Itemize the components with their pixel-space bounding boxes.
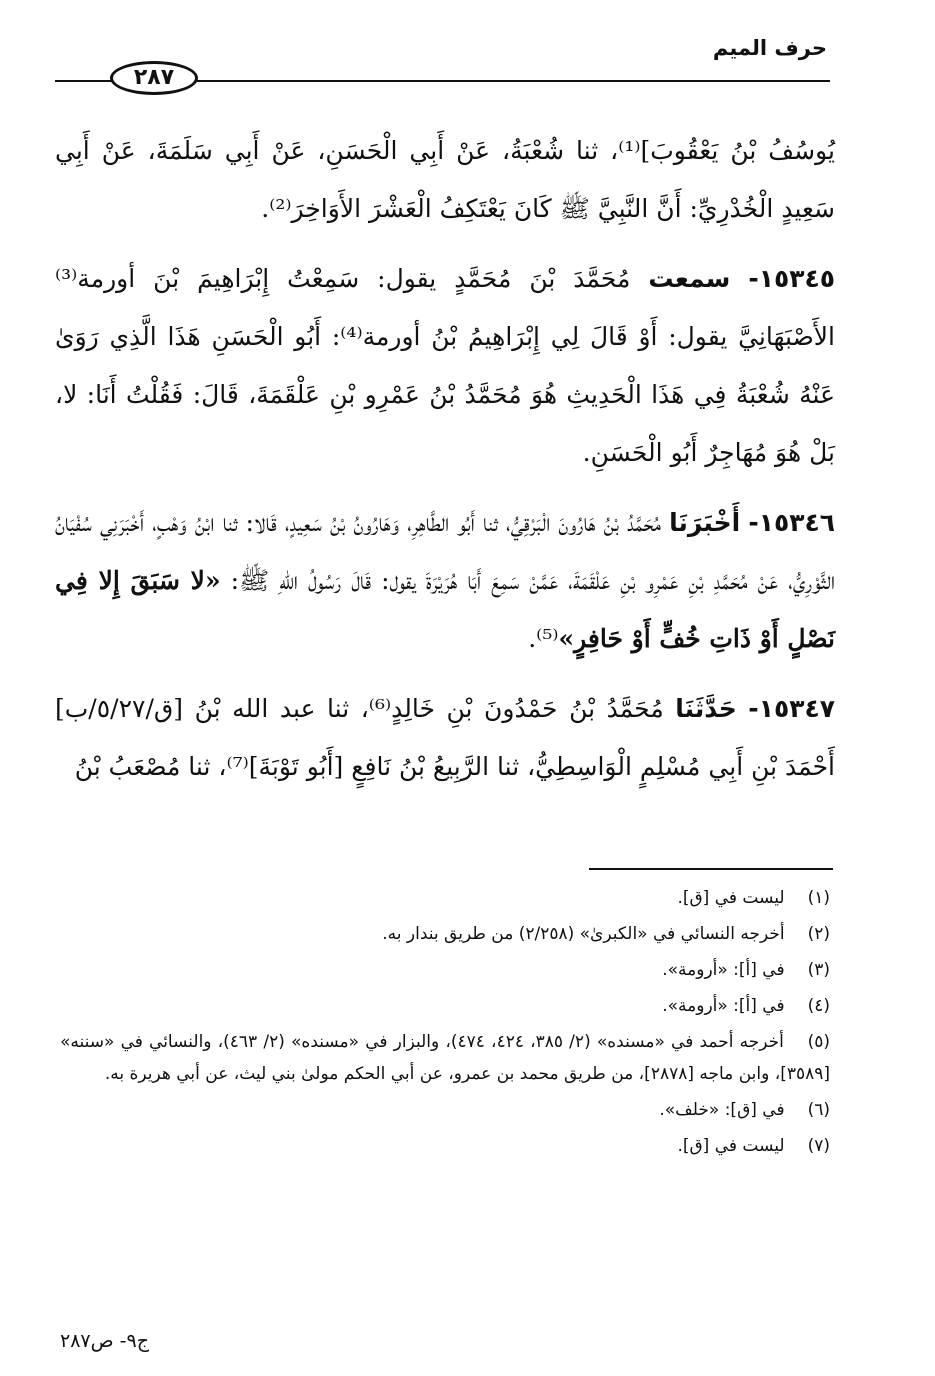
running-title: حرف الميم bbox=[712, 36, 827, 60]
main-text bbox=[55, 122, 835, 808]
hadith-15346 bbox=[55, 494, 835, 668]
footnote bbox=[60, 990, 830, 1022]
footnote-number: (٧) bbox=[807, 1136, 830, 1156]
footnote-rule bbox=[589, 868, 833, 870]
footnote bbox=[60, 1094, 830, 1126]
volume-page-reference: ج٩- ص٢٨٧ bbox=[60, 1330, 149, 1352]
hadith-keyword: سمعت bbox=[648, 264, 731, 293]
footnote-number: (٣) bbox=[807, 960, 830, 980]
footnote bbox=[60, 918, 830, 950]
footnote-text: في [أ]: «أرومة». bbox=[662, 996, 785, 1016]
hadith-text: مُحَمَّدُ بْنُ هَارُونَ الْبَرْقِيُّ، ثنا أَبُو الطَّاهِرِ، وَهَارُونُ بْنُ سَعِيدٍ، قَالا: ثنا ابْنُ وَهْبٍ، أَخْبَرَنِي سُفْيَانُ الثَّوْرِيُّ، عَنْ مُحَمَّدِ بْنِ عَمْرِو بْنِ عَلْقَمَةَ، عَمَّنْ سَمِعَ أَبَا هُرَيْرَةَ يقول: قَالَ رَسُولُ اللهِ ﷺ: bbox=[55, 508, 835, 595]
footnote bbox=[60, 882, 830, 914]
hadith-matn: «لا سَبَقَ إِلا فِي نَصْلٍ أَوْ ذَاتِ خُفٍّ أَوْ حَافِرٍ» bbox=[55, 566, 835, 653]
footnote-text: أخرجه أحمد في «مسنده» (٢/ ٣٨٥، ٤٢٤، ٤٧٤)، والبزار في «مسنده» (٢/ ٤٦٣)، والنسائي في «سننه» [٣٥٨٩]، وابن ماجه [٢٨٧٨]، من طريق محمد بن عمرو، عن أبي الحكم مولىٰ بني ليث، عن أبي هريرة به. bbox=[60, 1032, 830, 1084]
footnote-text: ليست في [ق]. bbox=[677, 1136, 785, 1156]
hadith-keyword: أَخْبَرَنَا bbox=[669, 508, 741, 537]
footnote bbox=[60, 954, 830, 986]
hadith-keyword: حَدَّثَنَا bbox=[675, 694, 737, 723]
hadith-tail: ⁽⁵⁾. bbox=[528, 624, 559, 653]
footnote-text: في [ق]: «خلف». bbox=[659, 1100, 785, 1120]
hadith-15347 bbox=[55, 680, 835, 796]
footnote-text: في [أ]: «أرومة». bbox=[662, 960, 785, 980]
paragraph-continuation: يُوسُفُ بْنُ يَعْقُوبَ]⁽¹⁾، ثنا شُعْبَةُ، عَنْ أَبِي الْحَسَنِ، عَنْ أَبِي سَلَمَةَ، عَنْ أَبِي سَعِيدٍ الْخُدْرِيِّ: أَنَّ النَّبِيَّ ﷺ كَانَ يَعْتَكِفُ الْعَشْرَ الأَوَاخِرَ⁽²⁾. bbox=[55, 136, 836, 223]
hadith-text: مُحَمَّدَ بْنَ مُحَمَّدٍ يقول: سَمِعْتُ إِبْرَاهِيمَ بْنَ أورمة⁽³⁾ الأَصْبَهَانِيَّ يقول: أَوْ قَالَ لِي إِبْرَاهِيمُ بْنُ أورمة⁽⁴⁾: أَبُو الْحَسَنِ هَذَا الَّذِي رَوَىٰ عَنْهُ شُعْبَةُ فِي هَذَا الْحَدِيثِ هُوَ مُحَمَّدُ بْنُ عَمْرِو بْنِ عَلْقَمَةَ، قَالَ: فَقُلْتُ أَنَا: لا، بَلْ هُوَ مُهَاجِرٌ أَبُو الْحَسَنِ. bbox=[55, 264, 835, 467]
footnote-number: (٦) bbox=[807, 1100, 830, 1120]
hadith-15345 bbox=[55, 250, 835, 482]
footnote bbox=[60, 1026, 830, 1090]
footnote bbox=[60, 1130, 830, 1162]
footnote-text: أخرجه النسائي في «الكبرىٰ» (٢/٢٥٨) من طريق بندار به. bbox=[382, 924, 785, 944]
hadith-text: مُحَمَّدُ بْنُ حَمْدُونَ بْنِ خَالِدٍ⁽⁶⁾، ثنا عبد الله بْنُ [ق/٥/٢٧/ب] أَحْمَدَ بْنِ أَبِي مُسْلِمٍ الْوَاسِطِيُّ، ثنا الرَّبِيعُ بْنُ نَافِعٍ [أَبُو تَوْبَةَ]⁽⁷⁾، ثنا مُصْعَبُ بْنُ bbox=[55, 694, 835, 781]
footnote-number: (١) bbox=[807, 888, 830, 908]
footnote-number: (٥) bbox=[807, 1032, 831, 1052]
footnote-number: (٤) bbox=[807, 996, 830, 1016]
hadith-number: ١٥٣٤٧- bbox=[748, 694, 835, 723]
hadith-number: ١٥٣٤٥- bbox=[748, 264, 836, 293]
footnote-text: ليست في [ق]. bbox=[677, 888, 785, 908]
page-number-badge: ٢٨٧ bbox=[110, 61, 198, 95]
footnote-number: (٢) bbox=[807, 924, 830, 944]
footnotes bbox=[60, 882, 830, 1166]
hadith-number: ١٥٣٤٦- bbox=[748, 508, 835, 537]
